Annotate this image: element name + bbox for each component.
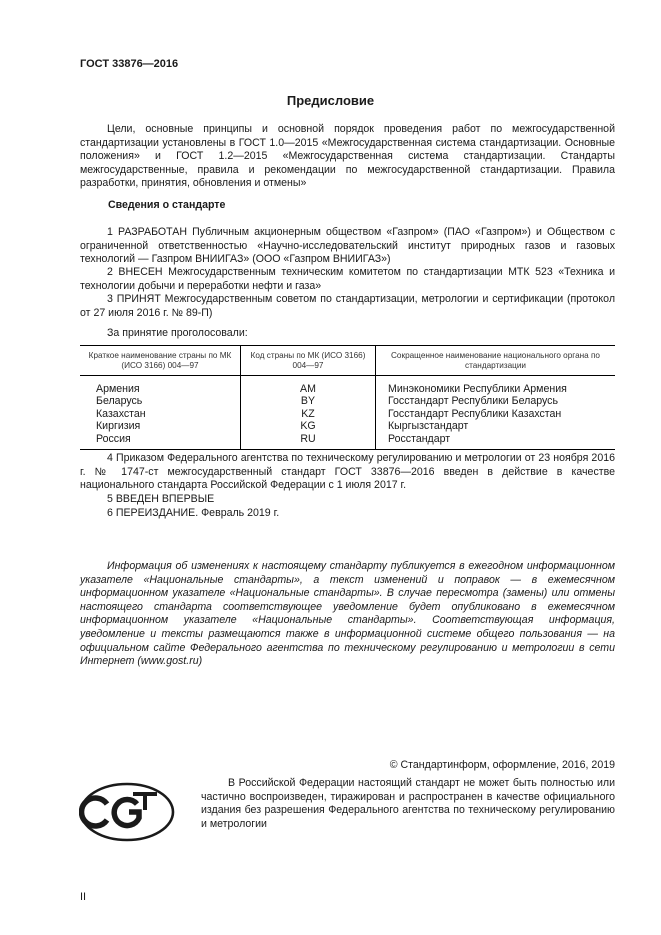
item-adopted: 3 ПРИНЯТ Межгосударственным советом по стандартизации, метрологии и сертификации (протокол от 27 июля 2016 г. № 89-П)	[80, 293, 615, 319]
item-submitted: 2 ВНЕСЕН Межгосударственным техническим комитетом по стандартизации МТК 523 «Техника и технологии добычи и переработки нефти и газа»	[80, 266, 615, 292]
voting-table	[80, 345, 615, 450]
cell-country: Беларусь	[80, 395, 241, 407]
rst-certification-logo-icon	[79, 782, 175, 847]
item-reissue: 6 ПЕРЕИЗДАНИЕ. Февраль 2019 г.	[107, 507, 280, 519]
cell-body: Минэкономики Республики Армения	[388, 383, 567, 395]
cell-body: Госстандарт Республики Казахстан	[388, 407, 562, 420]
table-row	[80, 420, 615, 432]
document-code: ГОСТ 33876—2016	[80, 58, 179, 70]
cell-body: Кыргызстандарт	[388, 420, 469, 433]
copyright-notice: В Российской Федерации настоящий стандарт не может быть полностью или частично воспроизведен, тиражирован и распространен в качестве официального издания без разрешения Федерального агентства по техническому регулированию и метрологии	[201, 777, 615, 830]
vote-label: За принятие проголосовали:	[107, 327, 248, 339]
section-heading: Сведения о стандарте	[108, 199, 226, 211]
table-row	[80, 433, 615, 450]
header-code: Код страны по МК (ИСО 3166) 004—97	[241, 346, 376, 376]
intro-paragraph: Цели, основные принципы и основной порядок проведения работ по межгосударственной стандартизации установлены в ГОСТ 1.0—2015 «Межгосударственная система стандартизации. Основные положения» и ГОСТ 1.2—2015 «Межгосударственная система стандартизации. Стандарты межгосударственные, правила и рекомендации по межгосударственной стандартизации. Правила разработки, принятия, обновления и отмены»	[80, 123, 615, 190]
cell-code: KZ	[241, 408, 376, 420]
cell-code: RU	[241, 433, 376, 450]
item-first-introduced: 5 ВВЕДЕН ВПЕРВЫЕ	[107, 493, 215, 505]
table-row	[80, 395, 615, 407]
cell-code: KG	[241, 420, 376, 432]
info-paragraph: Информация об изменениях к настоящему стандарту публикуется в ежегодном информационном указателе «Национальные стандарты», а текст изменений и поправок — в ежемесячном информационном указателе «Национальные стандарты». В случае пересмотра (замены) или отмены настоящего стандарта соответствующее уведомление будет опубликовано в ежемесячном информационном указателе «Национальные стандарты». Соответствующая информация, уведомление и тексты размещаются также в информационной системе общего пользования — на официальном сайте Федерального агентства по техническому регулированию и метрологии в сети Интернет (www.gost.ru)	[80, 560, 615, 668]
table-row	[80, 408, 615, 420]
header-body: Сокращенное наименование национального органа по стандартизации	[376, 346, 616, 376]
cell-code: BY	[241, 395, 376, 407]
cell-country: Киргизия	[80, 420, 241, 432]
page-number: II	[80, 891, 87, 903]
item-order: 4 Приказом Федерального агентства по техническому регулированию и метрологии от 23 ноября 2016 г. № 1747-ст межгосударственный стандарт ГОСТ 33876—2016 введен в действие в качестве национального стандарта Российской Федерации с 1 июля 2017 г.	[80, 452, 615, 492]
page-title: Предисловие	[286, 93, 375, 108]
item-developed: 1 РАЗРАБОТАН Публичным акционерным обществом «Газпром» (ПАО «Газпром») и Обществом с ограниченной ответственностью «Научно-исследовательский институт природных газов и газовых технологий — Газпром ВНИИГАЗ» (ООО «Газпром ВНИИГАЗ»)	[80, 226, 615, 266]
table-header-row	[80, 346, 615, 376]
header-country: Краткое наименование страны по МК (ИСО 3166) 004—97	[80, 346, 241, 376]
cell-country: Армения	[80, 376, 241, 396]
cell-body: Росстандарт	[376, 433, 616, 450]
cell-code: AM	[241, 376, 376, 396]
cell-country: Россия	[80, 433, 241, 450]
cell-body: Госстандарт Республики Беларусь	[388, 395, 558, 408]
copyright-line: © Стандартинформ, оформление, 2016, 2019	[389, 759, 615, 771]
cell-country: Казахстан	[80, 408, 241, 420]
table-row	[80, 376, 615, 396]
